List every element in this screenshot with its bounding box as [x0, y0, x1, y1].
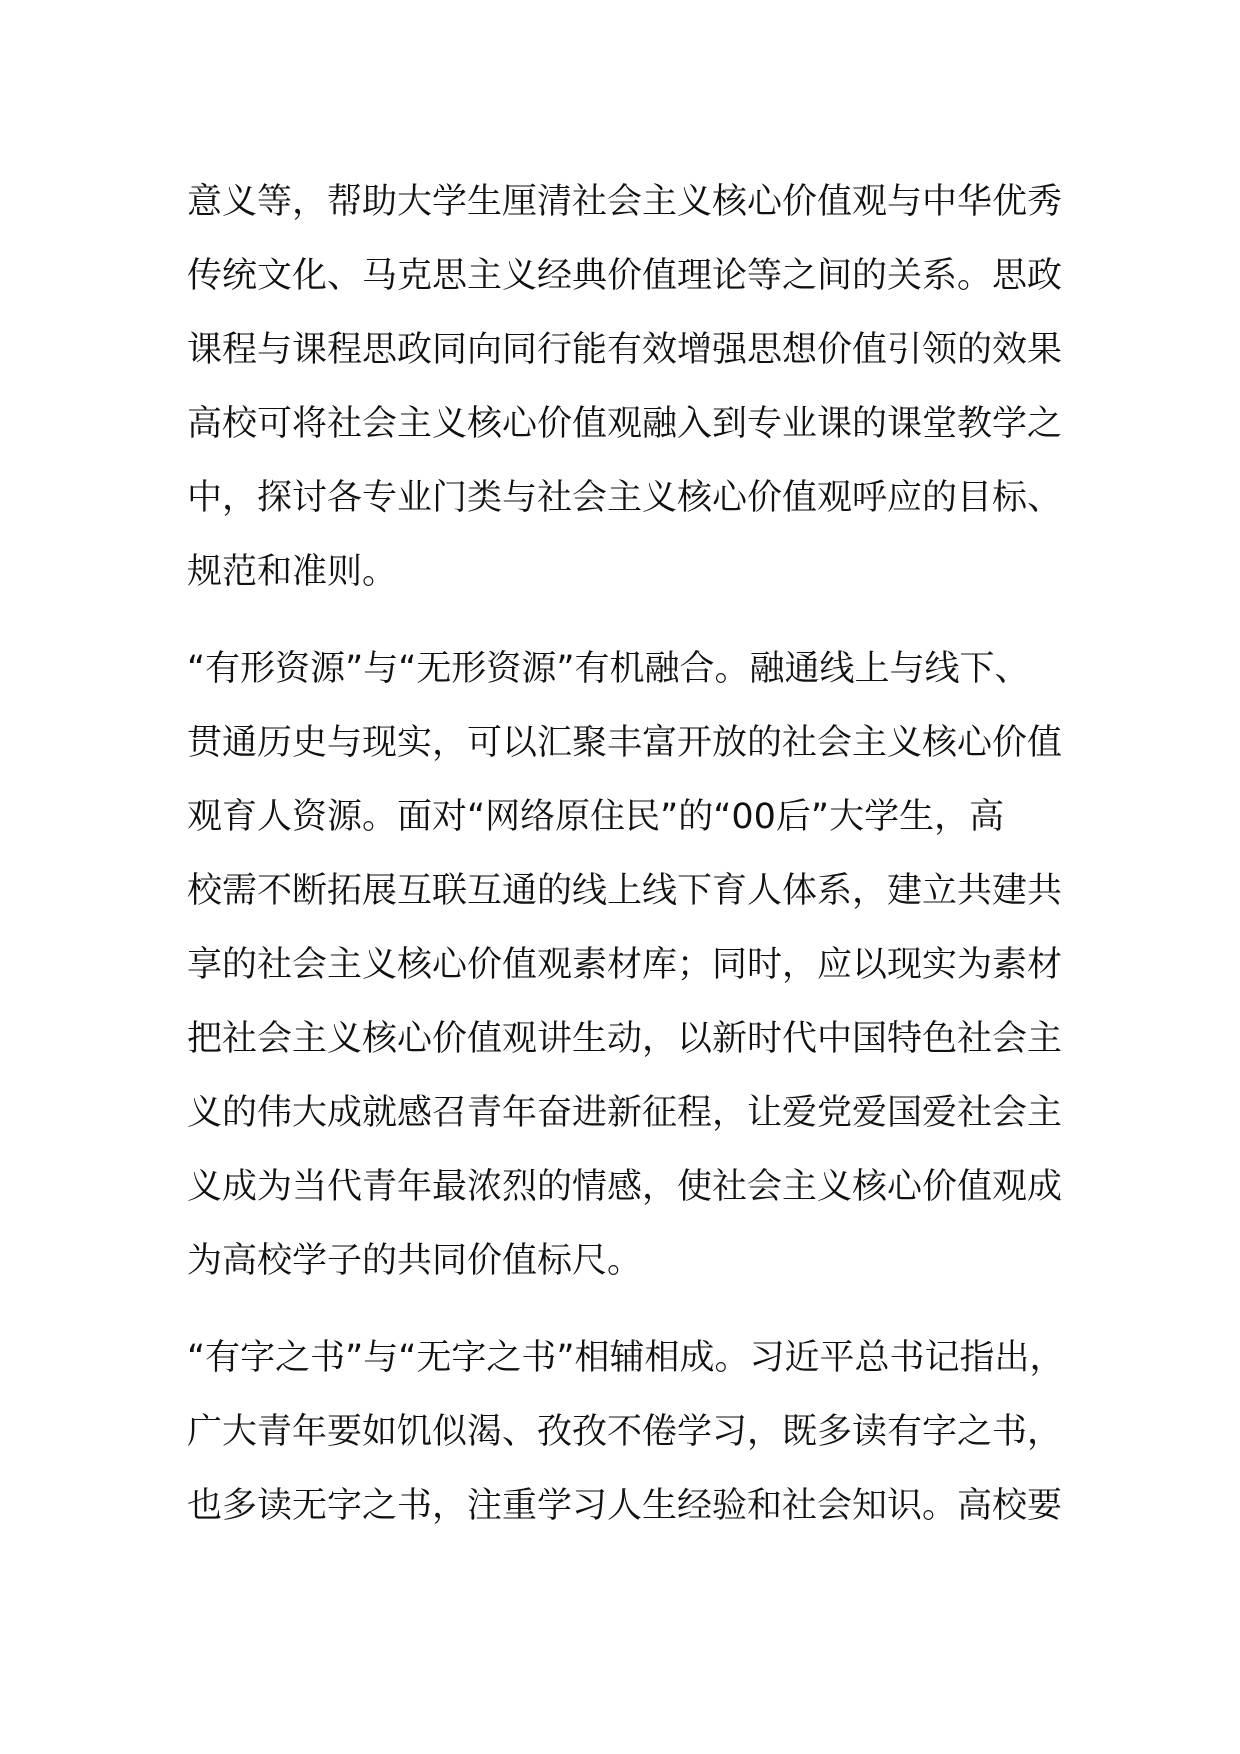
text-line: 义的伟大成就感召青年奋进新征程，让爱党爱国爱社会主 [187, 1093, 1063, 1133]
text-line: 观育人资源。面对“网络原住民”的“00后”大学生，高 [187, 797, 1005, 837]
text-line: 课程与课程思政同向同行能有效增强思想价值引领的效果 [187, 330, 1063, 370]
text-line: 中，探讨各专业门类与社会主义核心价值观呼应的目标、 [187, 478, 1063, 518]
text-line: “有形资源”与“无形资源”有机融合。融通线上与线下、 [187, 649, 1030, 689]
text-line: 规范和准则。 [187, 552, 398, 592]
text-line: 传统文化、马克思主义经典价值理论等之间的关系。思政 [187, 256, 1063, 296]
text-line: 高校可将社会主义核心价值观融入到专业课的课堂教学之 [187, 404, 1063, 444]
text-line: 广大青年要如饥似渴、孜孜不倦学习，既多读有字之书， [187, 1412, 1063, 1452]
text-line: 贯通历史与现实，可以汇聚丰富开放的社会主义核心价值 [187, 723, 1063, 763]
text-line: 义成为当代青年最浓烈的情感，使社会主义核心价值观成 [187, 1167, 1063, 1207]
paragraph-3 [187, 1321, 1087, 1543]
text-line: “有字之书”与“无字之书”相辅相成。习近平总书记指出， [187, 1338, 1065, 1378]
text-line: 意义等，帮助大学生厘清社会主义核心价值观与中华优秀 [187, 182, 1063, 222]
body-text [187, 165, 1087, 1566]
text-line: 校需不断拓展互联互通的线上线下育人体系，建立共建共 [187, 871, 1063, 911]
paragraph-2 [187, 632, 1087, 1298]
text-line: 享的社会主义核心价值观素材库；同时，应以现实为素材 [187, 945, 1063, 985]
text-line: 也多读无字之书，注重学习人生经验和社会知识。高校要 [187, 1486, 1063, 1526]
text-line: 为高校学子的共同价值标尺。 [187, 1241, 643, 1281]
paragraph-1 [187, 165, 1087, 609]
text-line: 把社会主义核心价值观讲生动，以新时代中国特色社会主 [187, 1019, 1063, 1059]
